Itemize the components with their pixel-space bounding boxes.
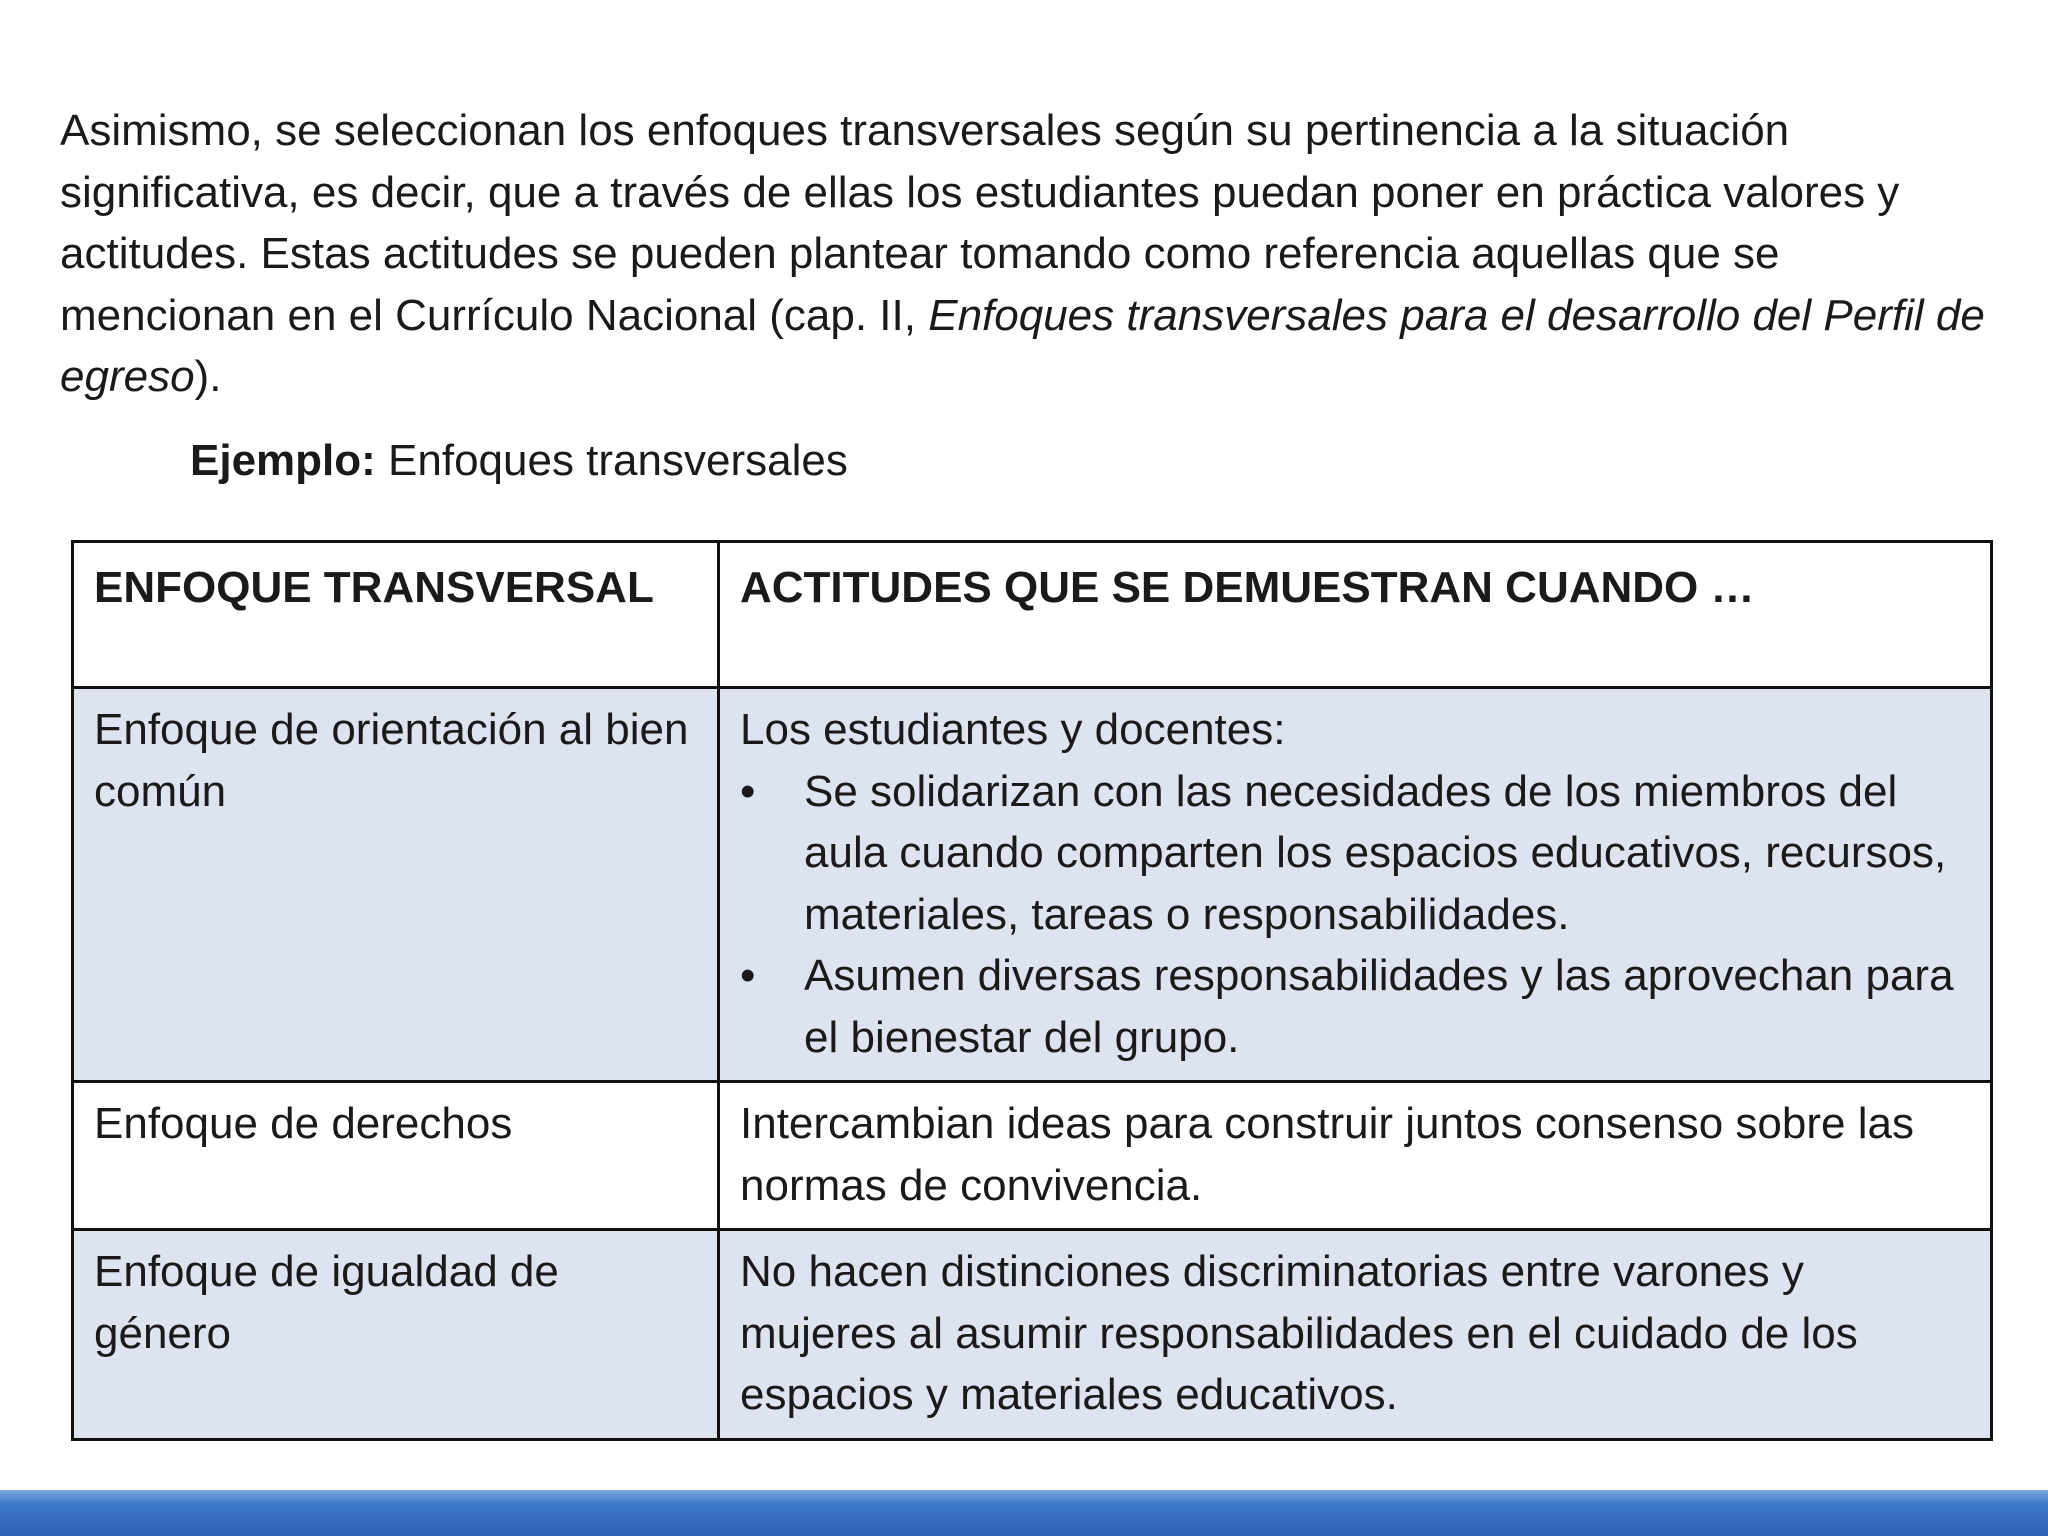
actitudes-list (740, 761, 1970, 1069)
table-row (73, 1082, 1992, 1230)
list-item-text: Se solidarizan con las necesidades de los miembros del aula cuando comparten los espacios educativos, recursos, materiales, tareas o responsabilidades. (804, 766, 1947, 939)
actitudes-lead: Los estudiantes y docentes: (740, 705, 1286, 754)
intro-paragraph (60, 100, 2000, 408)
list-item (740, 761, 1970, 946)
example-label: Ejemplo: (190, 436, 376, 485)
enfoque-cell: Enfoque de derechos (73, 1082, 719, 1230)
list-item (740, 945, 1970, 1068)
enfoque-cell: Enfoque de orientación al bien común (73, 688, 719, 1082)
list-item-text: Asumen diversas responsabilidades y las aprovechan para el bienestar del grupo. (804, 951, 1954, 1062)
footer-bar (0, 1490, 2048, 1536)
table-row (73, 688, 1992, 1082)
bullet-icon: • (740, 766, 756, 816)
table-row (73, 1230, 1992, 1440)
actitudes-cell: Intercambian ideas para construir juntos consenso sobre las normas de convivencia. (719, 1082, 1992, 1230)
header-enfoque: ENFOQUE TRANSVERSAL (73, 542, 719, 688)
header-actitudes: ACTITUDES QUE SE DEMUESTRAN CUANDO … (719, 542, 1992, 688)
example-text: Enfoques transversales (375, 436, 848, 485)
intro-italic-reference: Enfoques transversales para el desarrollo del Perfil de egreso (60, 290, 1985, 401)
enfoques-table (71, 540, 1993, 1441)
example-caption (190, 430, 848, 491)
enfoque-cell: Enfoque de igualdad de género (73, 1230, 719, 1440)
intro-text: Asimismo, se seleccionan los enfoques transversales según su pertinencia a la situación significativa, es decir, que a través de ellas los estudiantes puedan poner en práctica valores y actitudes. Estas actitudes se pueden plantear tomando como referencia aquellas que se mencionan en el Currículo Nacional (cap. II, (60, 106, 1900, 340)
intro-text-end: ). (194, 352, 222, 401)
actitudes-cell (719, 688, 1992, 1082)
table-header-row (73, 542, 1992, 688)
actitudes-cell: No hacen distinciones discriminatorias entre varones y mujeres al asumir responsabilidades en el cuidado de los espacios y materiales educativos. (719, 1230, 1992, 1440)
bullet-icon: • (740, 951, 756, 1000)
